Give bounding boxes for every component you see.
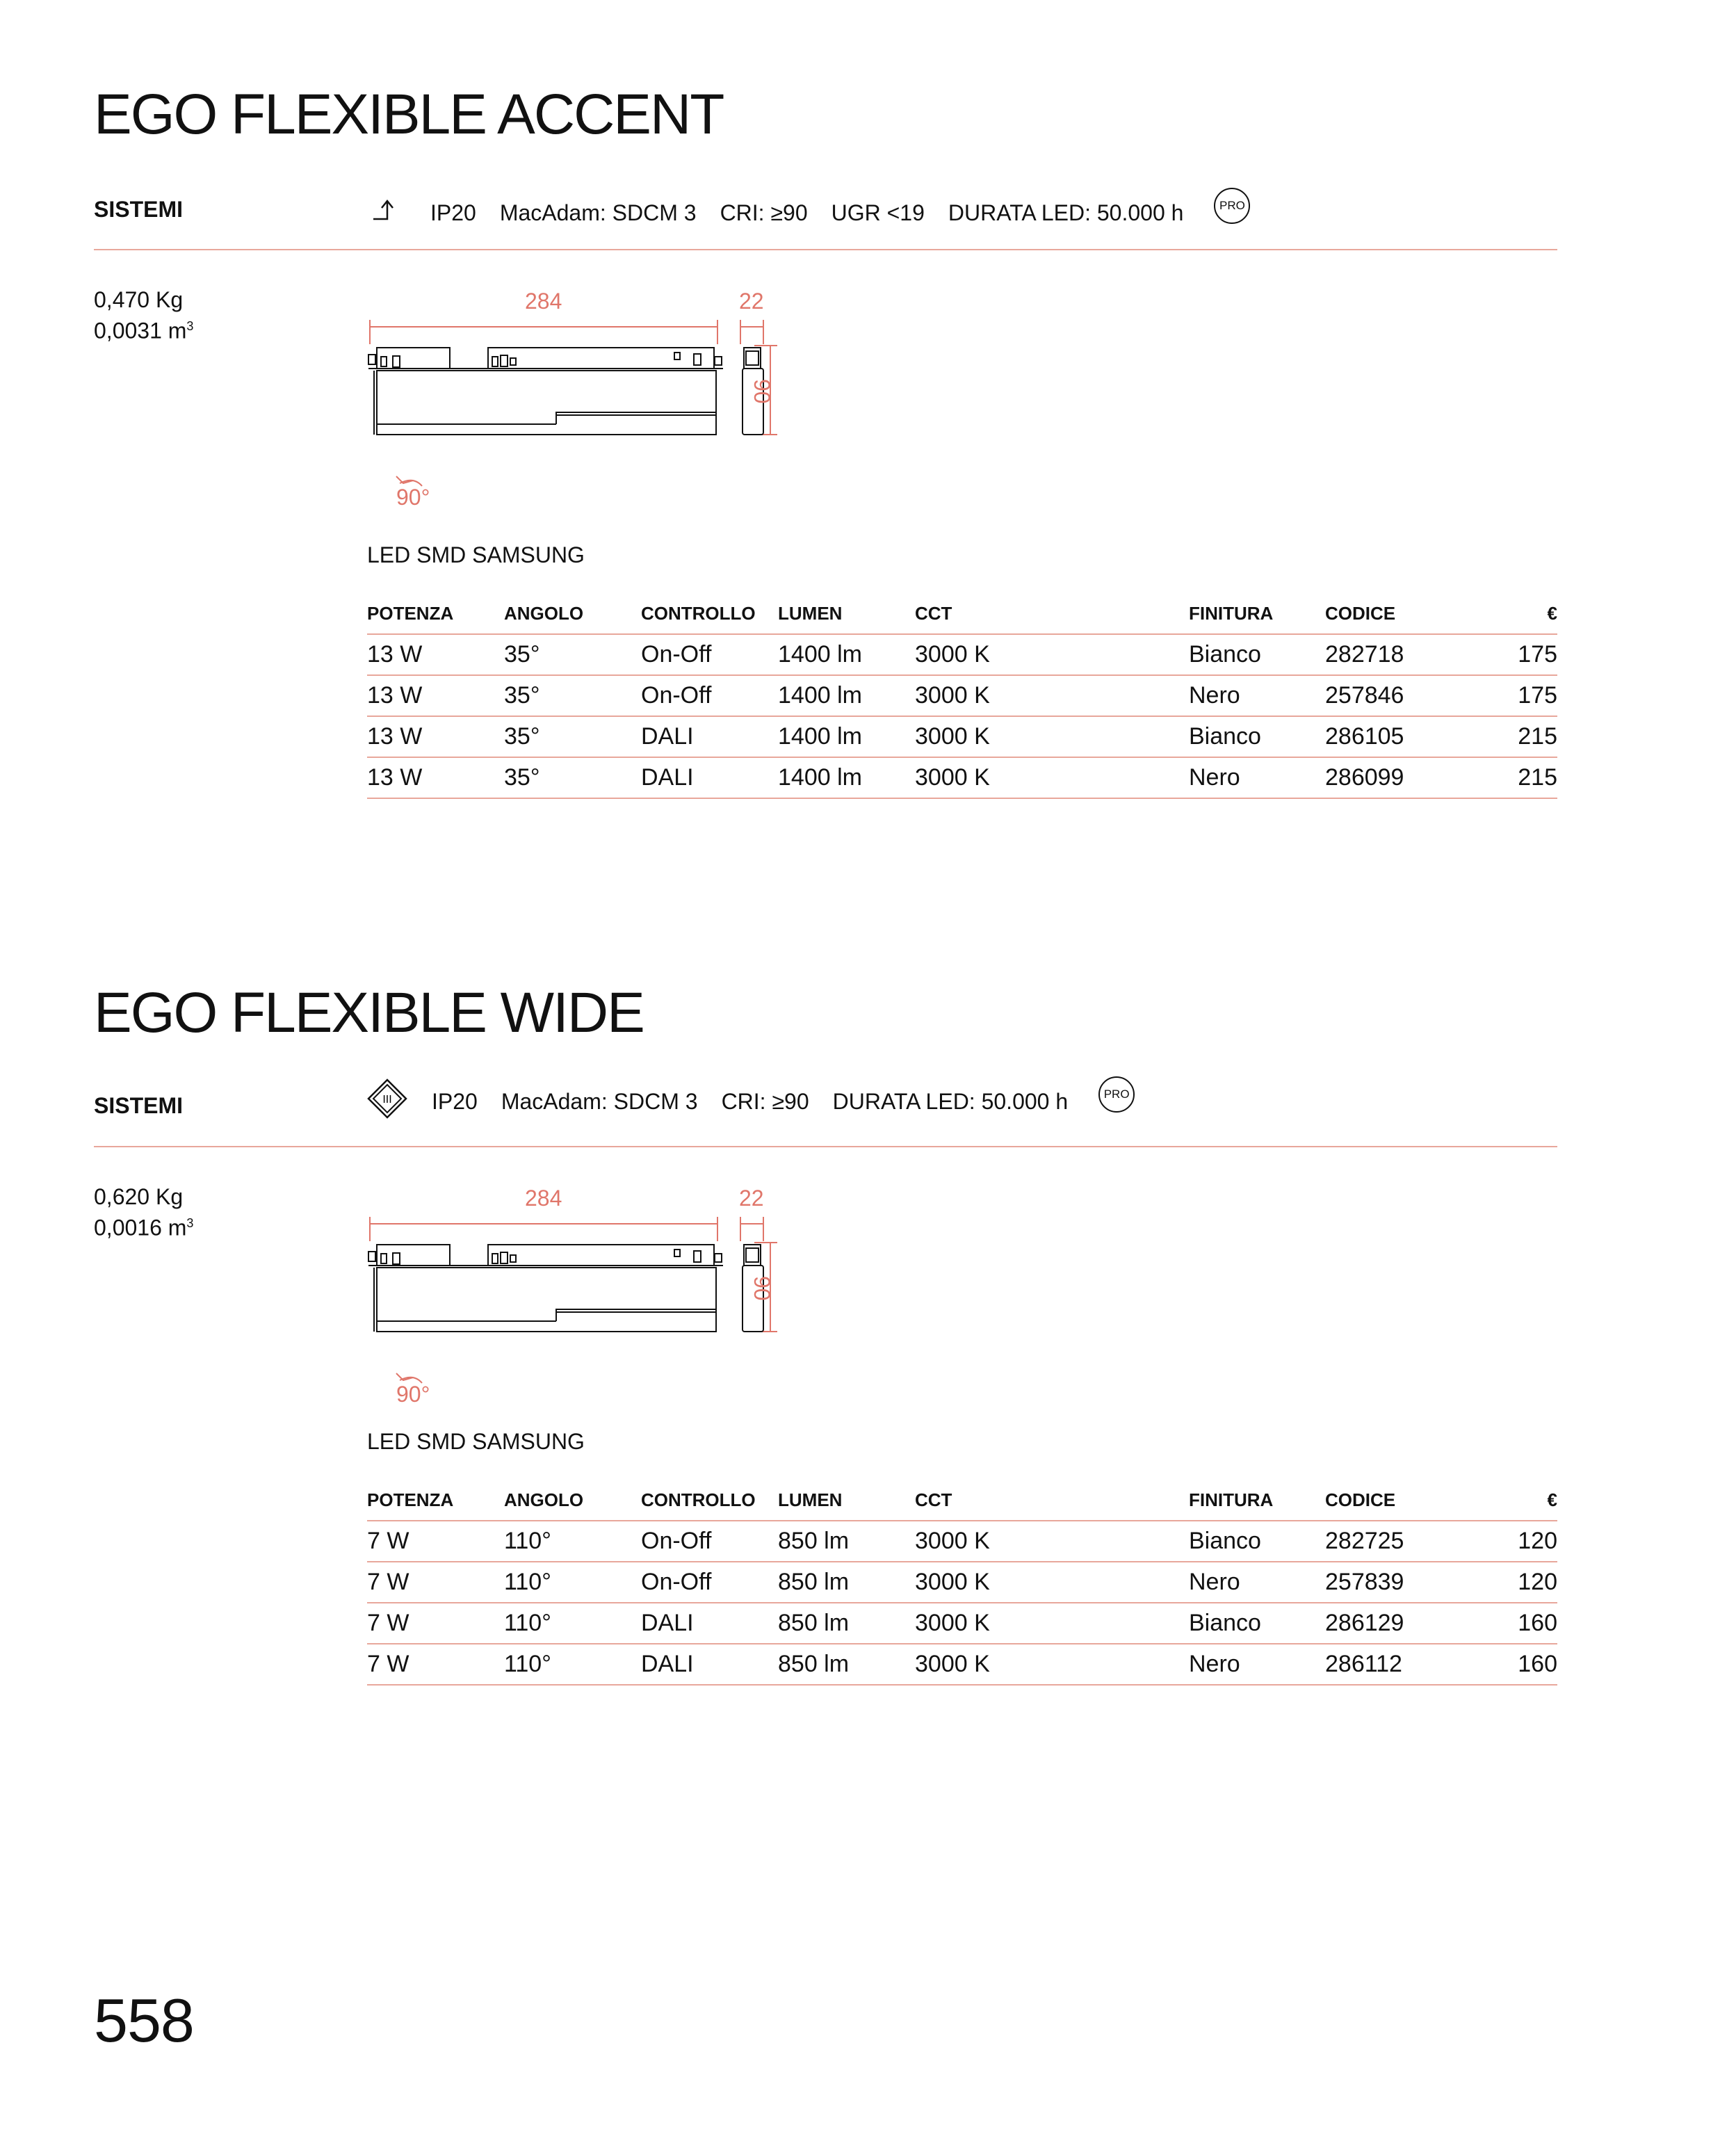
cell: 1400 lm — [778, 716, 915, 757]
spec-led-life: DURATA LED: 50.000 h — [832, 1088, 1069, 1114]
dim-width: 22 — [739, 1186, 764, 1211]
cell: 3000 K — [915, 757, 1189, 798]
cell: 120 — [1461, 1521, 1557, 1562]
technical-drawing — [362, 282, 827, 518]
cell: 282725 — [1325, 1521, 1461, 1562]
spec-ugr: UGR <19 — [831, 200, 925, 225]
col-price: € — [1461, 593, 1557, 634]
col-finitura: FINITURA — [1189, 593, 1325, 634]
dim-height: 90 — [749, 379, 774, 404]
col-controllo: CONTROLLO — [641, 593, 778, 634]
logistics-info — [94, 1183, 193, 1241]
sistemi-label: SISTEMI — [94, 197, 184, 222]
cell: Nero — [1189, 757, 1325, 798]
col-angolo: ANGOLO — [504, 593, 641, 634]
cell: 35° — [504, 634, 641, 675]
cell: 215 — [1461, 757, 1557, 798]
dim-width: 22 — [739, 289, 764, 314]
volume: 0,0031 $m^3$ — [94, 318, 194, 343]
cell: 257846 — [1325, 675, 1461, 716]
cell: 7 W — [367, 1603, 504, 1644]
led-source: LED SMD SAMSUNG — [367, 1429, 585, 1454]
cell: 286112 — [1325, 1644, 1461, 1685]
cell: 1400 lm — [778, 634, 915, 675]
cell: 257839 — [1325, 1562, 1461, 1603]
table-row — [367, 1644, 1557, 1685]
volume: 0,0016 $m^3$ — [94, 1215, 194, 1240]
spec-bar — [372, 195, 1250, 231]
cell: 13 W — [367, 675, 504, 716]
cell: 110° — [504, 1562, 641, 1603]
cell: 35° — [504, 675, 641, 716]
cell: 7 W — [367, 1644, 504, 1685]
cell: 3000 K — [915, 1521, 1189, 1562]
cell: 850 lm — [778, 1521, 915, 1562]
product-table — [367, 593, 1557, 799]
spec-macadam: MacAdam: SDCM 3 — [499, 200, 697, 225]
spec-led-life: DURATA LED: 50.000 h — [948, 200, 1184, 225]
cell: Nero — [1189, 675, 1325, 716]
cell: Nero — [1189, 1644, 1325, 1685]
cell: 850 lm — [778, 1603, 915, 1644]
spec-bar — [366, 1078, 1135, 1125]
cell: DALI — [641, 1644, 778, 1685]
cell: 7 W — [367, 1521, 504, 1562]
cell: 1400 lm — [778, 757, 915, 798]
weight: 0,620 Kg — [94, 1184, 184, 1209]
spec-cri: CRI: ≥90 — [721, 1088, 809, 1114]
col-angolo: ANGOLO — [504, 1480, 641, 1521]
table-row — [367, 757, 1557, 798]
col-cct: CCT — [915, 593, 1189, 634]
table-row — [367, 675, 1557, 716]
dim-height: 90 — [749, 1276, 774, 1301]
led-source: LED SMD SAMSUNG — [367, 542, 585, 567]
cell: 110° — [504, 1521, 641, 1562]
rotation-angle: 90° — [396, 485, 430, 510]
col-lumen: LUMEN — [778, 593, 915, 634]
cell: 1400 lm — [778, 675, 915, 716]
dim-length: 284 — [525, 1186, 562, 1211]
col-lumen: LUMEN — [778, 1480, 915, 1521]
technical-drawing — [362, 1179, 827, 1415]
cell: 110° — [504, 1644, 641, 1685]
cell: DALI — [641, 757, 778, 798]
cell: On-Off — [641, 1562, 778, 1603]
cell: Bianco — [1189, 634, 1325, 675]
cell: On-Off — [641, 634, 778, 675]
cell: 7 W — [367, 1562, 504, 1603]
cell: 110° — [504, 1603, 641, 1644]
cell: 13 W — [367, 716, 504, 757]
cell: 160 — [1461, 1603, 1557, 1644]
weight: 0,470 Kg — [94, 287, 184, 312]
cell: 3000 K — [915, 1603, 1189, 1644]
cell: 175 — [1461, 675, 1557, 716]
cell: 3000 K — [915, 675, 1189, 716]
product-title: EGO FLEXIBLE WIDE — [94, 981, 644, 1044]
col-price: € — [1461, 1480, 1557, 1521]
class-iii-diamond-icon — [366, 1078, 408, 1125]
pro-badge-icon: PRO — [1098, 1076, 1135, 1113]
col-codice: CODICE — [1325, 593, 1461, 634]
table-row — [367, 716, 1557, 757]
cell: DALI — [641, 716, 778, 757]
cell: 35° — [504, 757, 641, 798]
cell: 3000 K — [915, 634, 1189, 675]
col-finitura: FINITURA — [1189, 1480, 1325, 1521]
rotation-angle: 90° — [396, 1382, 430, 1407]
cell: 850 lm — [778, 1644, 915, 1685]
cell: 175 — [1461, 634, 1557, 675]
cell: 215 — [1461, 716, 1557, 757]
divider — [94, 249, 1557, 250]
table-header — [367, 1480, 1557, 1521]
cell: 13 W — [367, 634, 504, 675]
cell: 3000 K — [915, 1562, 1189, 1603]
table-row — [367, 634, 1557, 675]
cell: Bianco — [1189, 716, 1325, 757]
product-table — [367, 1480, 1557, 1686]
cell: 286105 — [1325, 716, 1461, 757]
col-controllo: CONTROLLO — [641, 1480, 778, 1521]
spec-macadam: MacAdam: SDCM 3 — [501, 1088, 698, 1114]
cell: Bianco — [1189, 1603, 1325, 1644]
cell: Nero — [1189, 1562, 1325, 1603]
dim-length: 284 — [525, 289, 562, 314]
svg-text:III: III — [382, 1094, 392, 1106]
sistemi-label: SISTEMI — [94, 1093, 184, 1118]
table-row — [367, 1603, 1557, 1644]
cell: 282718 — [1325, 634, 1461, 675]
col-potenza: POTENZA — [367, 593, 504, 634]
cell: 3000 K — [915, 1644, 1189, 1685]
cell: On-Off — [641, 675, 778, 716]
cell: 286129 — [1325, 1603, 1461, 1644]
spec-cri: CRI: ≥90 — [720, 200, 808, 225]
tilt-arrow-icon — [372, 198, 400, 227]
table-row — [367, 1562, 1557, 1603]
cell: 850 lm — [778, 1562, 915, 1603]
cell: 160 — [1461, 1644, 1557, 1685]
col-codice: CODICE — [1325, 1480, 1461, 1521]
table-row — [367, 1521, 1557, 1562]
cell: 3000 K — [915, 716, 1189, 757]
product-title: EGO FLEXIBLE ACCENT — [94, 83, 724, 146]
pro-badge-icon: PRO — [1214, 188, 1250, 224]
cell: On-Off — [641, 1521, 778, 1562]
cell: DALI — [641, 1603, 778, 1644]
cell: 13 W — [367, 757, 504, 798]
spec-ip: IP20 — [430, 200, 476, 225]
cell: Bianco — [1189, 1521, 1325, 1562]
spec-ip: IP20 — [432, 1088, 478, 1114]
table-header — [367, 593, 1557, 634]
col-cct: CCT — [915, 1480, 1189, 1521]
logistics-info — [94, 286, 193, 344]
cell: 120 — [1461, 1562, 1557, 1603]
divider — [94, 1146, 1557, 1147]
page-number: 558 — [94, 1986, 194, 2055]
cell: 286099 — [1325, 757, 1461, 798]
cell: 35° — [504, 716, 641, 757]
col-potenza: POTENZA — [367, 1480, 504, 1521]
